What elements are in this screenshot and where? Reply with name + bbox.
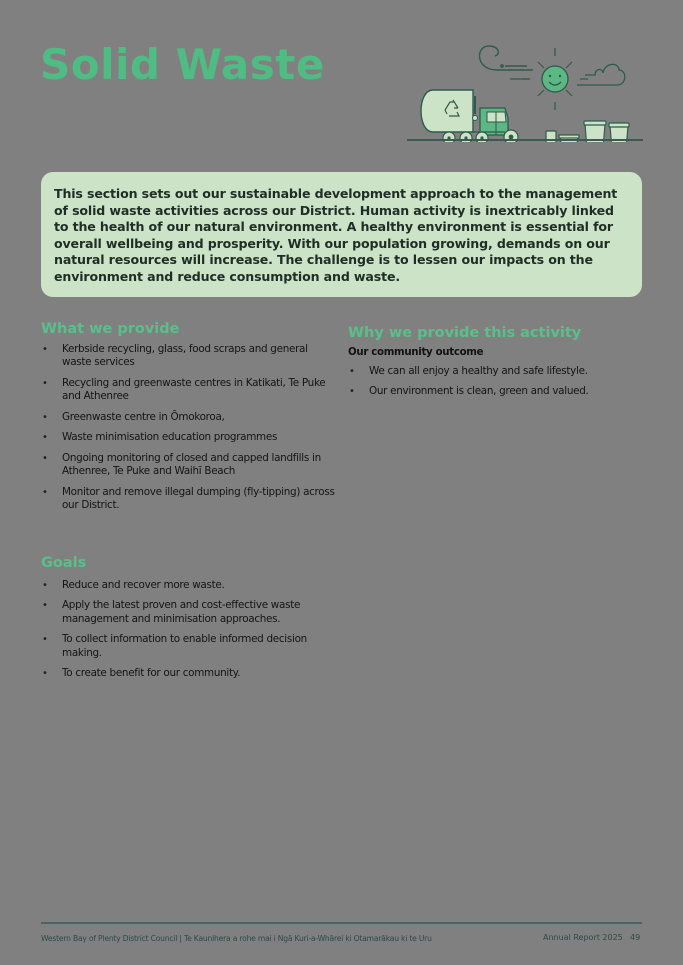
bullet-icon: • [42, 343, 48, 355]
what-we-provide-section [41, 322, 336, 520]
bullet-icon: • [42, 411, 48, 423]
list-item: • Recycling and greenwaste centres in Katikati, Te Puke and Athenree [42, 376, 326, 402]
wind-swirl-icon [480, 46, 533, 70]
list-item: • Monitor and remove illegal dumping (fly-tipping) across our District. [42, 485, 335, 511]
why-we-provide-section [348, 326, 648, 406]
list-item: • Our environment is clean, green and valued. [349, 385, 589, 397]
sun-icon [510, 48, 588, 110]
bullet-icon: • [42, 579, 48, 591]
footer-organisation: Western Bay of Plenty District Council | Te Kaunihera a rohe mai i Ngā Kuri-a-Whārei ki Otamarākau ki te Uru [41, 934, 432, 943]
page-number: 49 [630, 933, 641, 942]
what-we-provide-list [41, 343, 336, 513]
footer-divider [41, 922, 642, 924]
intro-text: This section sets out our sustainable development approach to the management of solid waste activities across our District. Human activity is inextricably linked to the health of our natural environment. A healthy environment is essential for overall wellbeing and prosperity. With our population growing, demands on our natural resources will increase. The challenge is to lessen our impacts on the environment and reduce consumption and waste. [54, 186, 618, 284]
intro-callout [41, 172, 642, 297]
list-item: • Apply the latest proven and cost-effective waste management and minimisation approaches. [42, 599, 301, 625]
page-title: Solid Waste [40, 40, 325, 89]
goals-list [41, 579, 336, 681]
list-item: • Kerbside recycling, glass, food scraps and general waste services [42, 342, 308, 368]
bullet-icon: • [42, 452, 48, 464]
goals-section [41, 556, 336, 688]
list-item: • Ongoing monitoring of closed and capped landfills in Athenree, Te Puke and Waihī Beach [42, 451, 321, 477]
list-item: • Reduce and recover more waste. [42, 578, 225, 591]
list-item: • We can all enjoy a healthy and safe lifestyle. [349, 364, 588, 377]
bullet-icon: • [42, 377, 48, 389]
bullet-icon: • [42, 634, 48, 645]
bullet-icon: • [349, 365, 355, 377]
cloud-icon [577, 64, 625, 85]
why-we-provide-heading: Why we provide this activity [348, 325, 582, 341]
truck-icon [421, 90, 518, 142]
bullet-icon: • [42, 668, 48, 679]
list-item: • Greenwaste centre in Ōmokoroa, [42, 410, 225, 423]
bullet-icon: • [42, 600, 48, 611]
list-item: • To collect information to enable informed decision making. [42, 633, 307, 659]
bullet-icon: • [349, 386, 355, 397]
footer-report-title: Annual Report 2025 [543, 933, 623, 942]
community-outcome-list [348, 365, 648, 399]
community-outcome-subheading: Our community outcome [348, 346, 484, 358]
list-item: • To create benefit for our community. [42, 667, 241, 679]
what-we-provide-heading: What we provide [41, 321, 180, 337]
bullet-icon: • [42, 486, 48, 498]
bullet-icon: • [42, 432, 48, 443]
goals-heading: Goals [41, 555, 87, 571]
rubbish-truck-illustration [405, 40, 645, 142]
bins-icon [546, 121, 629, 142]
list-item: • Waste minimisation education programmes [42, 431, 278, 443]
